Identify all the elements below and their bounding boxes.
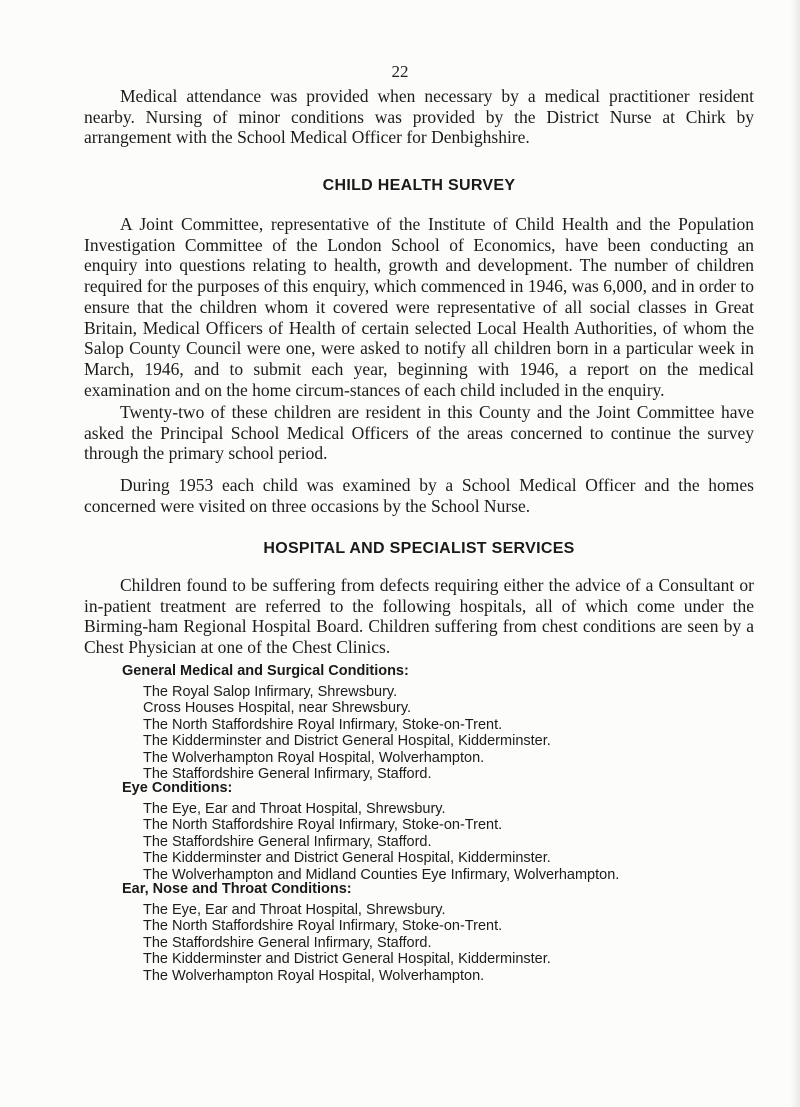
list-item: The Wolverhampton and Midland Counties Eye Infirmary, Wolverhampton.	[143, 866, 620, 883]
list-item: The Wolverhampton Royal Hospital, Wolverhampton.	[143, 749, 485, 766]
list-item: Cross Houses Hospital, near Shrewsbury.	[143, 700, 412, 717]
page-edge-shadow	[790, 0, 800, 1107]
paragraph-twenty-two-children: Twenty-two of these children are resident in this County and the Joint Committee have asked the Principal School Medical Officers of the areas concerned to continue the survey through the primary school period.	[84, 402, 754, 464]
page-number: 22	[391, 62, 409, 81]
list-item: The Wolverhampton Royal Hospital, Wolverhampton.	[143, 967, 485, 984]
paragraph-medical-attendance: Medical attendance was provided when necessary by a medical practitioner resident nearby. Nursing of minor conditions was provided by the District Nurse at Chirk by arrangement with the School Medical Officer for Denbighshire.	[84, 86, 754, 148]
list-general-medical-hospitals	[143, 684, 783, 782]
heading-hospital-specialist-services: HOSPITAL AND SPECIALIST SERVICES	[263, 540, 575, 557]
list-item: The Staffordshire General Infirmary, Stafford.	[143, 833, 432, 850]
list-item: The Staffordshire General Infirmary, Stafford.	[143, 766, 432, 783]
list-item: The Eye, Ear and Throat Hospital, Shrewsbury.	[143, 801, 446, 817]
subheading-general-medical-surgical: General Medical and Surgical Conditions:	[122, 663, 409, 679]
list-item: The Staffordshire General Infirmary, Stafford.	[143, 934, 432, 951]
list-item: The Kidderminster and District General Hospital, Kidderminster.	[143, 733, 551, 750]
paragraph-joint-committee: A Joint Committee, representative of the Institute of Child Health and the Population Investigation Committee of the London School of Economics, have been conducting an enquiry into questions relating to health, growth and development. The number of children required for the purposes of this enquiry, which commenced in 1946, was 6,000, and in order to ensure that the children whom it covered were representative of all social classes in Great Britain, Medical Officers of Health of certain selected Local Health Authorities, of whom the Salop County Council were one, were asked to notify all children born in a particular week in March, 1946, and to submit each year, beginning with 1946, a report on the medical examination and on the home circum-stances of each child included in the enquiry.	[84, 214, 754, 400]
list-eye-hospitals	[143, 801, 783, 883]
list-item: The North Staffordshire Royal Infirmary, Stoke-on-Trent.	[143, 918, 503, 935]
paragraph-children-referred: Children found to be suffering from defects requiring either the advice of a Consultant or in-patient treatment are referred to the following hospitals, all of which come under the Birming-ham Regional Hospital Board. Children suffering from chest conditions are seen by a Chest Physician at one of the Chest Clinics.	[84, 575, 754, 658]
list-item: The North Staffordshire Royal Infirmary, Stoke-on-Trent.	[143, 716, 503, 733]
heading-child-health-survey: CHILD HEALTH SURVEY	[322, 177, 516, 194]
subheading-eye-conditions: Eye Conditions:	[122, 780, 233, 796]
paragraph-during-1953: During 1953 each child was examined by a School Medical Officer and the homes concerned were visited on three occasions by the School Nurse.	[84, 475, 754, 516]
list-item: The Kidderminster and District General Hospital, Kidderminster.	[143, 951, 551, 968]
list-ent-hospitals	[143, 902, 783, 984]
subheading-ear-nose-throat: Ear, Nose and Throat Conditions:	[122, 881, 352, 897]
list-item: The North Staffordshire Royal Infirmary, Stoke-on-Trent.	[143, 817, 503, 834]
list-item: The Royal Salop Infirmary, Shrewsbury.	[143, 684, 398, 700]
list-item: The Kidderminster and District General Hospital, Kidderminster.	[143, 850, 551, 867]
list-item: The Eye, Ear and Throat Hospital, Shrewsbury.	[143, 902, 446, 918]
